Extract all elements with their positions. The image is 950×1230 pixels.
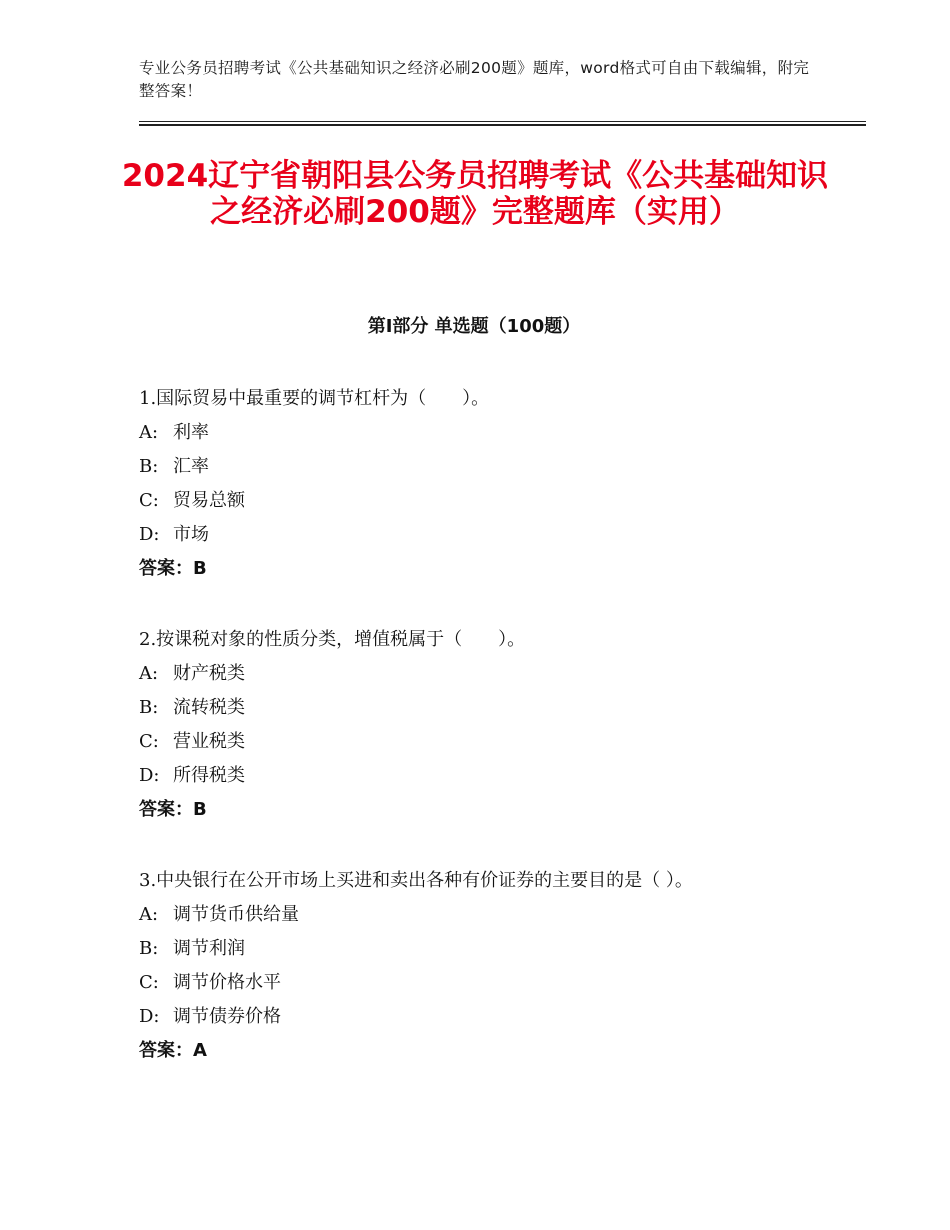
option-letter: C: <box>139 490 159 511</box>
option-d <box>139 518 819 552</box>
question-list <box>139 382 819 1105</box>
option-letter: B: <box>139 938 159 959</box>
option-letter: C: <box>139 972 159 993</box>
option-letter: D: <box>139 765 160 786</box>
option-letter: B: <box>139 456 159 477</box>
option-letter: B: <box>139 697 159 718</box>
option-a <box>139 416 819 450</box>
header-note: 专业公务员招聘考试《公共基础知识之经济必刷200题》题库，word格式可自由下载编辑，附完整答案！ <box>139 59 810 100</box>
option-text: 利率 <box>173 422 209 443</box>
option-d <box>139 1000 819 1034</box>
option-text: 调节价格水平 <box>173 972 281 993</box>
option-text: 市场 <box>173 524 209 545</box>
option-letter: A: <box>139 422 159 443</box>
option-letter: A: <box>139 663 159 684</box>
answer-label: 答案：B <box>139 799 207 820</box>
option-letter: C: <box>139 731 159 752</box>
option-a <box>139 898 819 932</box>
option-text: 贸易总额 <box>173 490 245 511</box>
option-d <box>139 759 819 793</box>
option-c <box>139 966 819 1000</box>
option-text: 所得税类 <box>173 765 245 786</box>
option-letter: A: <box>139 904 159 925</box>
option-text: 调节利润 <box>173 938 245 959</box>
question-stem: 1.国际贸易中最重要的调节杠杆为（ ）。 <box>139 388 490 409</box>
option-text: 财产税类 <box>173 663 245 684</box>
question-2 <box>139 623 819 827</box>
option-text: 流转税类 <box>173 697 245 718</box>
section-heading: 第Ⅰ部分 单选题（100题） <box>367 316 581 337</box>
question-3 <box>139 864 819 1068</box>
header-divider <box>139 121 866 126</box>
answer-label: 答案：A <box>139 1040 207 1061</box>
option-c <box>139 725 819 759</box>
option-text: 汇率 <box>173 456 209 477</box>
option-text: 营业税类 <box>173 731 245 752</box>
option-text: 调节货币供给量 <box>173 904 299 925</box>
option-letter: D: <box>139 1006 160 1027</box>
option-a <box>139 657 819 691</box>
option-c <box>139 484 819 518</box>
option-letter: D: <box>139 524 160 545</box>
question-1 <box>139 382 819 586</box>
answer-label: 答案：B <box>139 558 207 579</box>
option-text: 调节债券价格 <box>173 1006 281 1027</box>
question-stem: 3.中央银行在公开市场上买进和卖出各种有价证券的主要目的是（ ）。 <box>139 870 693 891</box>
document-title: 2024辽宁省朝阳县公务员招聘考试《公共基础知识之经济必刷200题》完整题库（实用） <box>121 158 829 230</box>
option-b <box>139 450 819 484</box>
option-b <box>139 932 819 966</box>
question-stem: 2.按课税对象的性质分类，增值税属于（ ）。 <box>139 629 526 650</box>
option-b <box>139 691 819 725</box>
